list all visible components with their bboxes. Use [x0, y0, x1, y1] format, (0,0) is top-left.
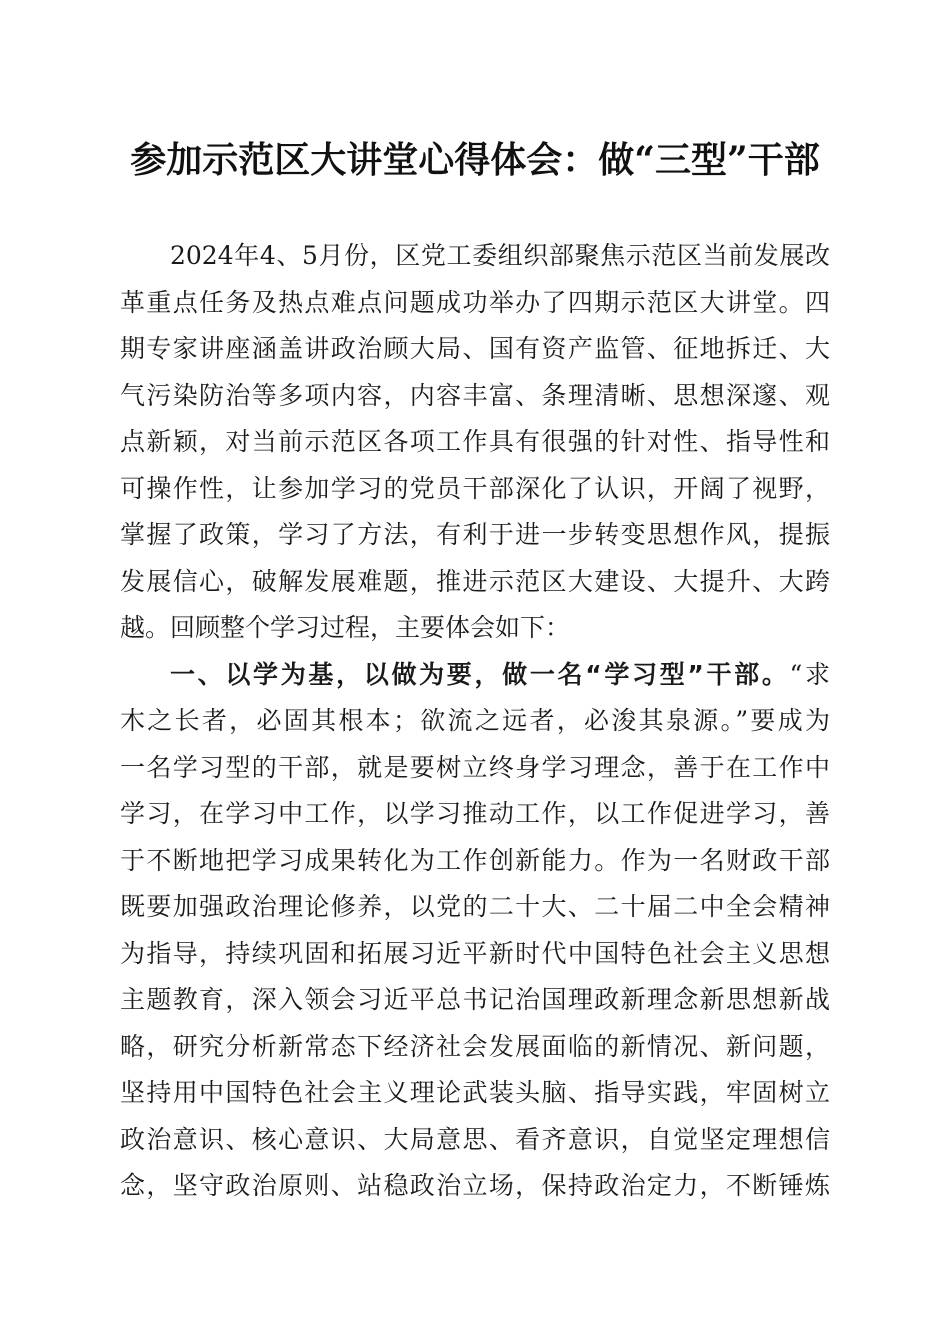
text-line: 可操作性，让参加学习的党员干部深化了认识，开阔了视野， [120, 473, 830, 503]
text-line: 坚持用中国特色社会主义理论武装头脑、指导实践，牢固树立 [120, 1078, 830, 1107]
text-line: 主题教育，深入领会习近平总书记治国理政新理念新思想新战 [120, 985, 830, 1014]
text-line: 掌握了政策，学习了方法，有利于进一步转变思想作风，提振 [120, 520, 830, 549]
text-line: 为指导，持续巩固和拓展习近平新时代中国特色社会主义思想 [120, 938, 830, 968]
text-line: 期专家讲座涵盖讲政治顾大局、国有资产监管、征地拆迁、大 [120, 334, 830, 363]
text-line: 发展信心，破解发展难题，推进示范区大建设、大提升、大跨 [120, 566, 830, 596]
paragraph-intro [120, 233, 830, 652]
section-heading: 一、以学为基，以做为要，做一名“学习型”干部。 [170, 659, 790, 689]
paragraph-learning [120, 652, 830, 1210]
text-line: 学习，在学习中工作，以学习推动工作，以工作促进学习，善 [120, 799, 830, 828]
text-line: 一名学习型的干部，就是要树立终身学习理念，善于在工作中 [120, 752, 830, 782]
text-line: 木之长者，必固其根本；欲流之远者，必浚其泉源。”要成为 [120, 706, 830, 735]
text-line: 略，研究分析新常态下经济社会发展面临的新情况、新问题， [120, 1031, 830, 1061]
text-line: 革重点任务及热点难点问题成功举办了四期示范区大讲堂。四 [120, 287, 830, 317]
text-line [120, 652, 830, 699]
text-line: 于不断地把学习成果转化为工作创新能力。作为一名财政干部 [120, 845, 830, 875]
text-line: 气污染防治等多项内容，内容丰富、条理清晰、思想深邃、观 [120, 380, 830, 410]
heading-tail: “求 [789, 659, 830, 689]
text-line: 政治意识、核心意识、大局意思、看齐意识，自觉坚定理想信 [120, 1124, 830, 1154]
text-line: 点新颖，对当前示范区各项工作具有很强的针对性、指导性和 [120, 427, 830, 456]
text-line: 念，坚守政治原则、站稳政治立场，保持政治定力，不断锤炼 [120, 1171, 830, 1200]
text-line: 既要加强政治理论修养，以党的二十大、二十届二中全会精神 [120, 892, 830, 921]
document-body [120, 233, 830, 1210]
text-line: 2024年4、5月份，区党工委组织部聚焦示范区当前发展改 [170, 241, 830, 270]
text-line: 越。回顾整个学习过程，主要体会如下： [120, 613, 571, 642]
document-title: 参加示范区大讲堂心得体会：做“三型”干部 [130, 139, 820, 181]
